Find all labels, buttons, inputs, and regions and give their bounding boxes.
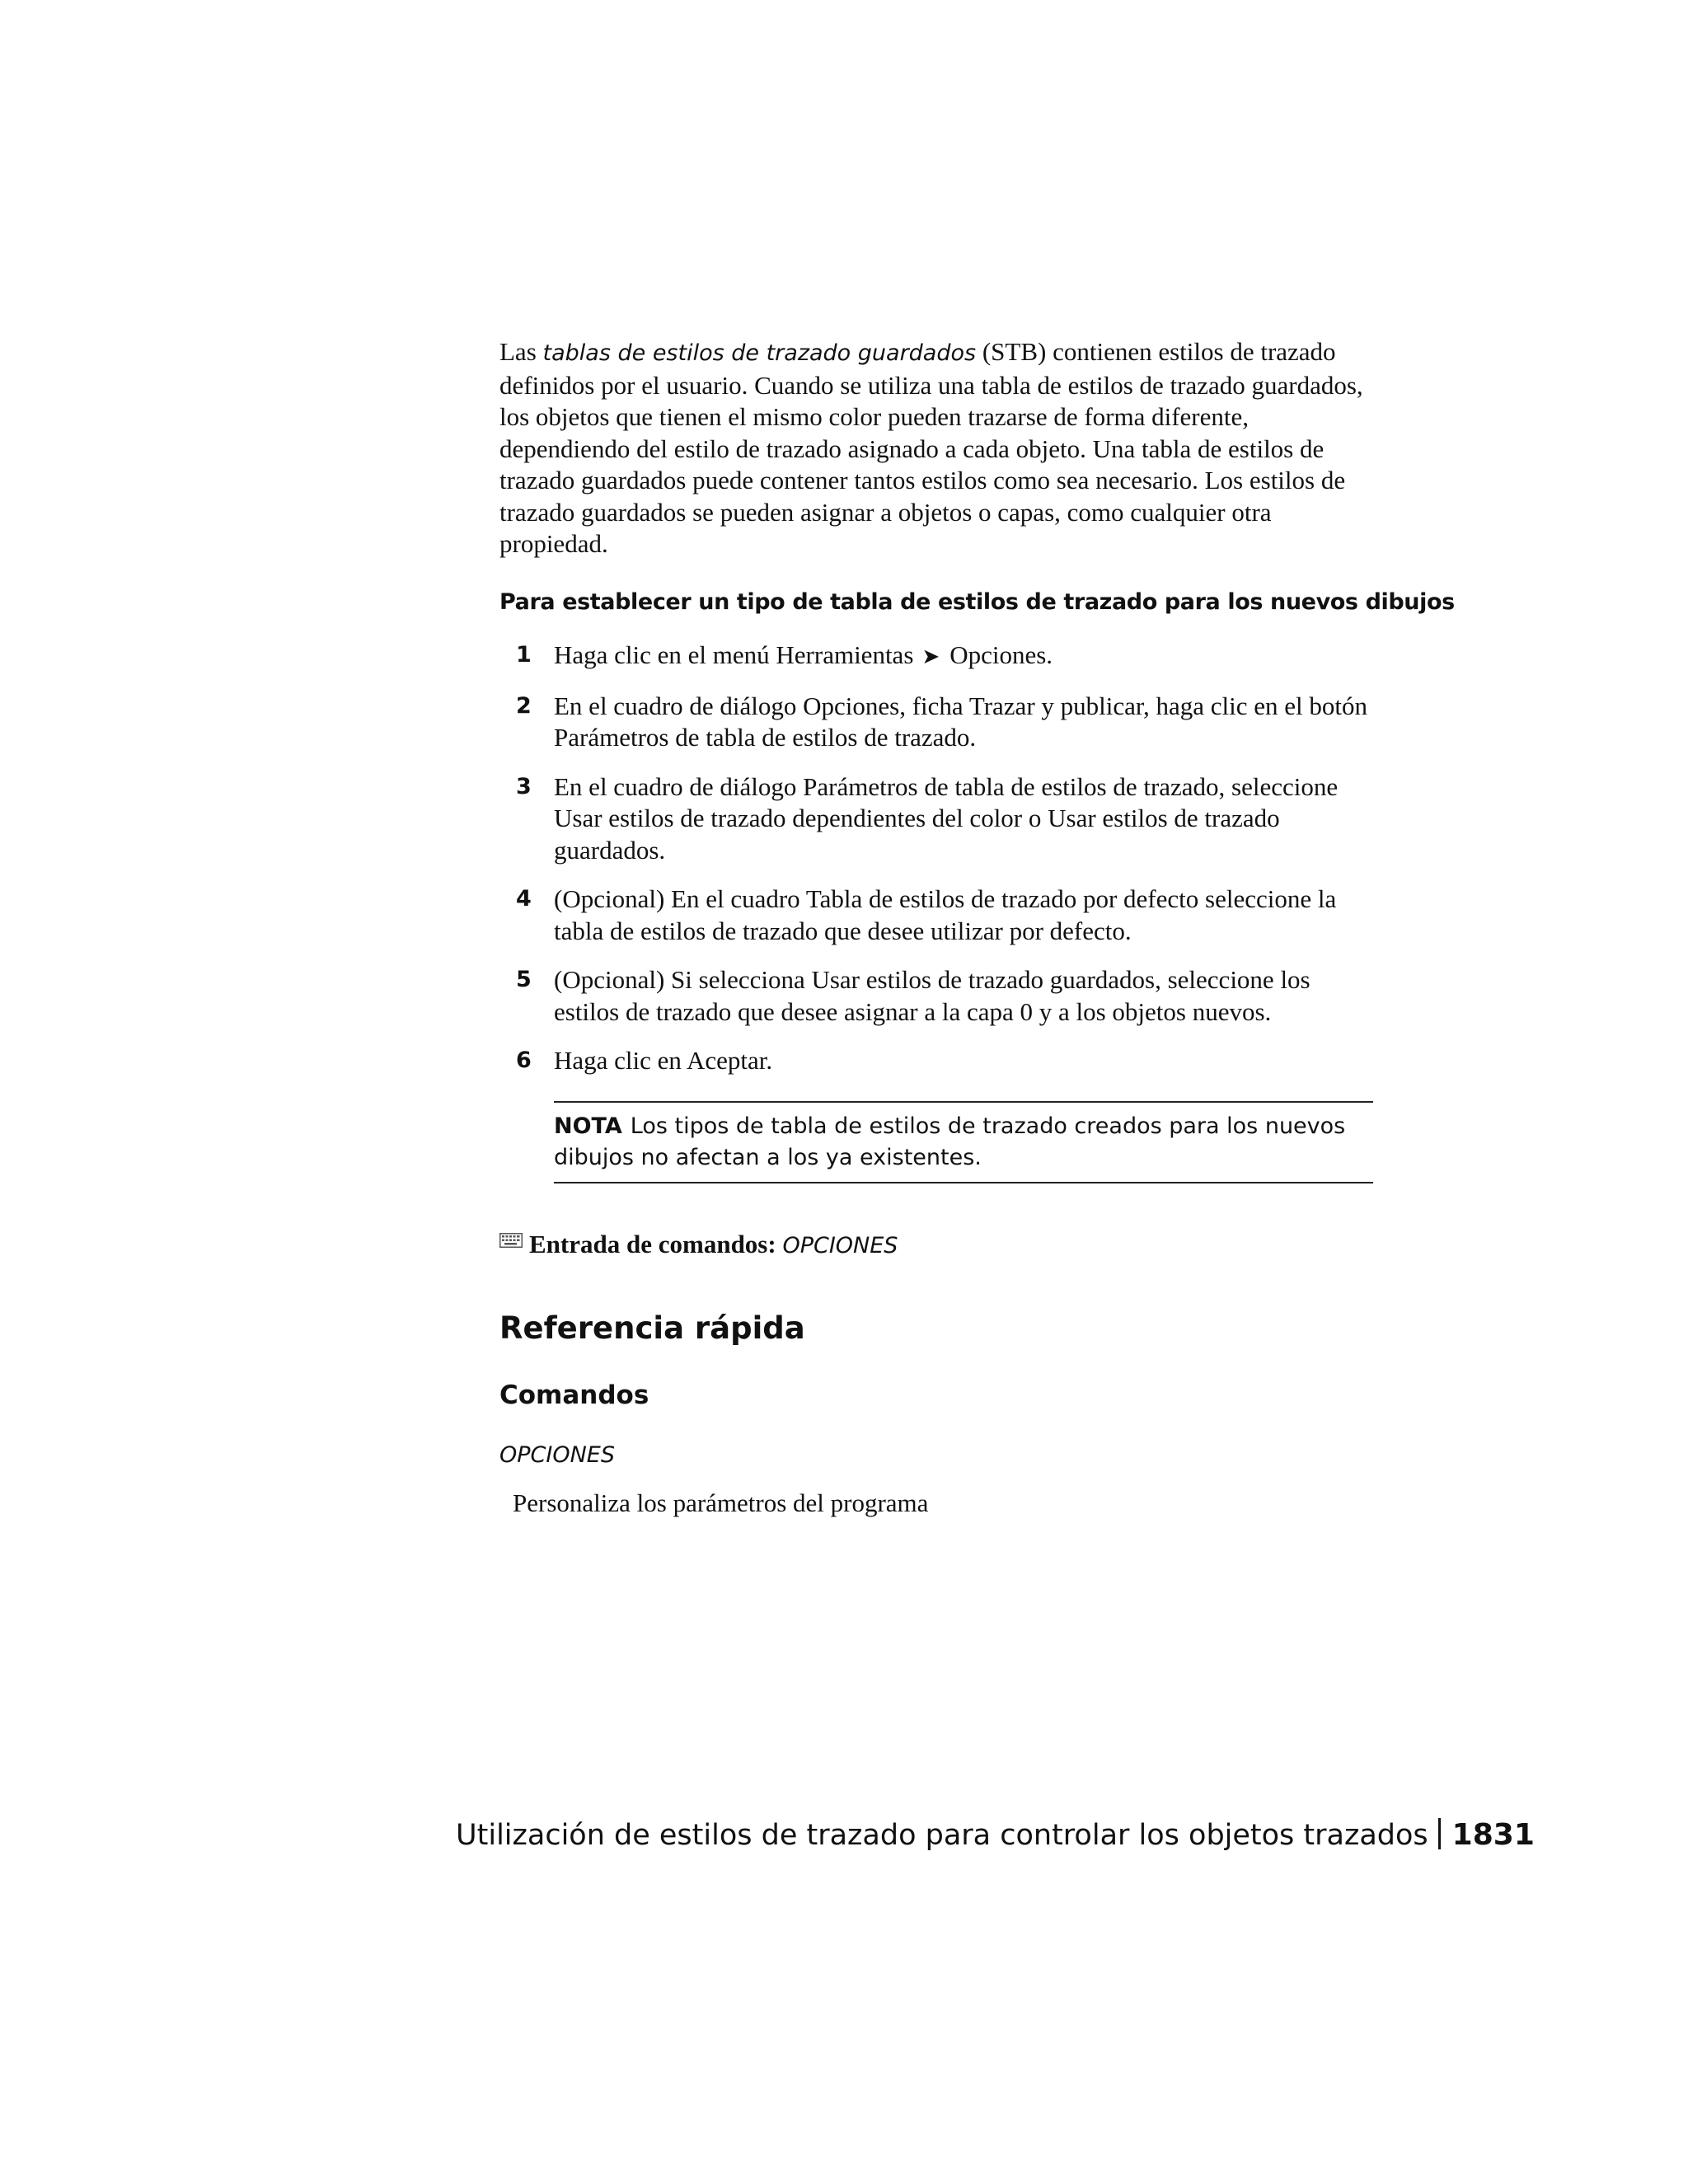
page-content xyxy=(499,336,1455,1517)
footer-chapter-title: Utilización de estilos de trazado para controlar los objetos trazados xyxy=(456,1819,1428,1852)
command-name: OPCIONES xyxy=(499,1442,615,1468)
step-item xyxy=(499,883,1373,947)
command-entry xyxy=(499,1228,898,1263)
step-text: Haga clic en el menú Herramientas xyxy=(554,640,914,669)
intro-rest: (STB) contienen estilos de trazado definidos por el usuario. Cuando se utiliza una tabla de estilos de trazado guardados, los objetos que tienen el mismo color pueden trazarse de forma diferente, dependiendo del estilo de trazado asignado a cada objeto. Una tabla de estilos de trazado guardados puede contener tantos estilos como sea necesario. Los estilos de trazado guardados se pueden asignar a objetos o capas, como cualquier otra propiedad. xyxy=(499,337,1363,558)
step-number: 3 xyxy=(516,773,532,799)
command-description: Personaliza los parámetros del programa xyxy=(513,1488,929,1517)
step-text-after: Opciones. xyxy=(950,640,1053,669)
step-number: 4 xyxy=(516,886,532,912)
command-entry-value: OPCIONES xyxy=(782,1233,898,1258)
keyboard-icon xyxy=(499,1233,523,1248)
page-footer xyxy=(456,1817,1535,1854)
step-number: 5 xyxy=(516,967,532,992)
step-number: 6 xyxy=(516,1047,532,1073)
step-item xyxy=(499,1045,1373,1077)
procedure-heading: Para establecer un tipo de tabla de estilos de trazado para los nuevos dibujos xyxy=(499,589,1455,615)
footer-separator xyxy=(1438,1818,1441,1849)
intro-lead: Las xyxy=(499,337,543,366)
procedure-steps xyxy=(499,640,1373,1094)
step-text: (Opcional) En el cuadro Tabla de estilos de trazado por defecto seleccione la tabla de estilos de trazado que desee utilizar por defecto. xyxy=(554,884,1337,945)
page-number: 1831 xyxy=(1451,1818,1535,1852)
intro-paragraph xyxy=(499,336,1373,560)
step-item xyxy=(499,691,1373,754)
note-text: Los tipos de tabla de estilos de trazado creados para los nuevos dibujos no afectan a los ya existentes. xyxy=(554,1113,1346,1170)
note-label: NOTA xyxy=(554,1113,622,1139)
step-text: En el cuadro de diálogo Parámetros de tabla de estilos de trazado, seleccione Usar estilos de trazado dependientes del color o Usar estilos de trazado guardados. xyxy=(554,771,1339,865)
step-text: Haga clic en Aceptar. xyxy=(554,1046,773,1075)
step-number: 1 xyxy=(516,642,532,668)
quick-reference-title: Referencia rápida xyxy=(499,1310,805,1346)
step-text: (Opcional) Si selecciona Usar estilos de trazado guardados, seleccione los estilos de trazado que desee asignar a la capa 0 y a los objetos nuevos. xyxy=(554,965,1311,1026)
intro-term: tablas de estilos de trazado guardados xyxy=(542,340,977,366)
step-item xyxy=(499,640,1373,673)
menu-arrow-icon: ➤ xyxy=(921,644,940,668)
step-number: 2 xyxy=(516,692,532,719)
command-entry-label: Entrada de comandos: xyxy=(529,1230,776,1258)
step-text: En el cuadro de diálogo Opciones, ficha Trazar y publicar, haga clic en el botón Parámetros de tabla de estilos de trazado. xyxy=(554,691,1367,752)
step-item xyxy=(499,964,1373,1028)
commands-title: Comandos xyxy=(499,1380,649,1410)
note-box xyxy=(554,1101,1373,1183)
step-item xyxy=(499,771,1373,867)
